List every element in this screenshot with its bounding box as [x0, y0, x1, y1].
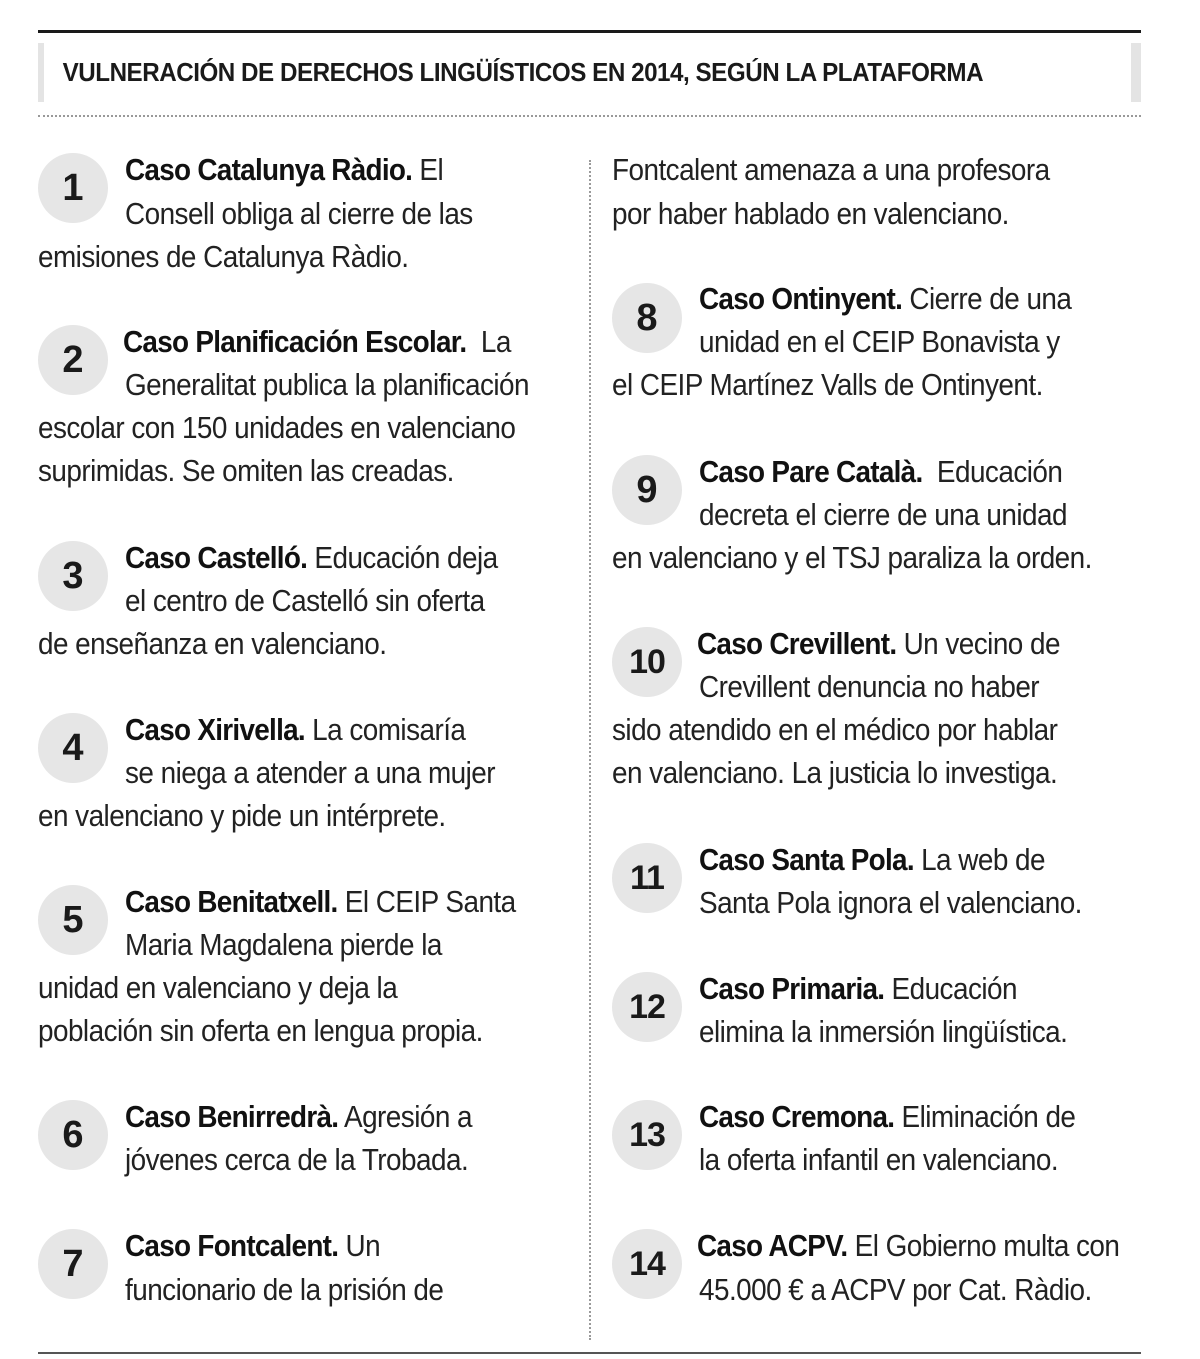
case-text: El Gobierno multa con: [854, 1228, 1120, 1263]
case-text: Un vecino de: [903, 626, 1060, 661]
case-text: Agresión a: [344, 1099, 473, 1134]
case-text: elimina la inmersión lingüística.: [699, 1014, 1068, 1049]
case-number-badge: 12: [612, 972, 682, 1042]
case-text: en valenciano. La justicia lo investiga.: [612, 755, 1058, 790]
case-text: por haber hablado en valenciano.: [612, 196, 1009, 231]
case-text: El CEIP Santa: [344, 884, 516, 919]
case-text: en valenciano y el TSJ paraliza la orden.: [612, 540, 1092, 575]
case-text: unidad en valenciano y deja la: [38, 970, 398, 1005]
case-title: Caso Planificación Escolar.: [123, 324, 467, 359]
case-number-badge: 13: [612, 1100, 682, 1170]
case-number-badge: 8: [612, 283, 682, 353]
case-number-badge: 4: [38, 713, 108, 783]
case-title: Caso Ontinyent.: [699, 281, 903, 316]
case-text: el centro de Castelló sin oferta: [125, 583, 485, 618]
case-text: Un: [345, 1228, 381, 1263]
case-title: Caso Primaria.: [699, 971, 885, 1006]
case-title: Caso Xirivella.: [125, 712, 305, 747]
case-title: Caso Benirredrà.: [125, 1099, 339, 1134]
case-title: Caso Cremona.: [699, 1099, 895, 1134]
case-number-badge: 7: [38, 1229, 108, 1299]
case-text: Generalitat publica la planificación: [125, 367, 529, 402]
case-line: [123, 322, 511, 362]
case-text: Educación: [936, 454, 1063, 489]
case-number-badge: 9: [612, 455, 682, 525]
case-text: unidad en el CEIP Bonavista y: [699, 324, 1060, 359]
case-title: Caso ACPV.: [697, 1228, 848, 1263]
case-text: Educación: [891, 971, 1017, 1006]
case-title: Caso Santa Pola.: [699, 842, 914, 877]
case-line: [125, 1226, 380, 1266]
case-text: decreta el cierre de una unidad: [699, 497, 1067, 532]
case-number-badge: 11: [612, 843, 682, 913]
case-text: Eliminación de: [901, 1099, 1076, 1134]
case-text: la oferta infantil en valenciano.: [699, 1142, 1059, 1177]
page-title: VULNERACIÓN DE DERECHOS LINGÜÍSTICOS EN 2014, SEGÚN LA PLATAFORMA: [62, 57, 984, 87]
case-text: se niega a atender a una mujer: [125, 755, 496, 790]
case-line: [697, 624, 1060, 664]
case-text: funcionario de la prisión de: [125, 1272, 444, 1307]
case-text: población sin oferta en lengua propia.: [38, 1013, 483, 1048]
dotted-divider: [38, 115, 1141, 117]
case-text: Educación deja: [314, 540, 498, 575]
case-text: sido atendido en el médico por hablar: [612, 712, 1058, 747]
case-number-badge: 2: [38, 325, 108, 395]
case-line: [125, 150, 443, 190]
case-line: [697, 1226, 1119, 1266]
case-line: [125, 710, 465, 750]
case-text: el CEIP Martínez Valls de Ontinyent.: [612, 367, 1043, 402]
case-line: [699, 1097, 1075, 1137]
case-line: [125, 538, 498, 578]
case-number-badge: 10: [612, 627, 682, 697]
case-text: Santa Pola ignora el valenciano.: [699, 885, 1082, 920]
case-text: escolar con 150 unidades en valenciano: [38, 410, 516, 445]
case-text: La web de: [921, 842, 1045, 877]
case-text: El: [419, 152, 444, 187]
bottom-rule: [38, 1352, 1141, 1354]
case-line: [699, 969, 1017, 1009]
case-text: Fontcalent amenaza a una profesora: [612, 152, 1050, 187]
case-number-badge: 14: [612, 1229, 682, 1299]
case-line: [125, 882, 516, 922]
case-text: en valenciano y pide un intérprete.: [38, 798, 446, 833]
case-title: Caso Catalunya Ràdio.: [125, 152, 413, 187]
case-line: [699, 452, 1062, 492]
case-text: Cierre de una: [909, 281, 1072, 316]
case-text: Consell obliga al cierre de las: [125, 196, 473, 231]
case-text: Maria Magdalena pierde la: [125, 927, 442, 962]
case-text: 45.000 € a ACPV por Cat. Ràdio.: [699, 1272, 1092, 1307]
case-number-badge: 6: [38, 1100, 108, 1170]
case-number-badge: 3: [38, 541, 108, 611]
case-number-badge: 5: [38, 885, 108, 955]
case-text: La: [480, 324, 511, 359]
column-divider: [589, 160, 591, 1340]
case-title: Caso Benitatxell.: [125, 884, 338, 919]
header-inner: [44, 43, 1131, 102]
case-number-badge: 1: [38, 153, 108, 223]
case-text: jóvenes cerca de la Trobada.: [125, 1142, 469, 1177]
case-title: Caso Pare Català.: [699, 454, 923, 489]
case-text: de enseñanza en valenciano.: [38, 626, 387, 661]
case-title: Caso Castelló.: [125, 540, 308, 575]
case-text: Crevillent denuncia no haber: [699, 669, 1040, 704]
case-text: suprimidas. Se omiten las creadas.: [38, 453, 454, 488]
case-line: [125, 1097, 472, 1137]
case-title: Caso Fontcalent.: [125, 1228, 339, 1263]
top-rule: [38, 30, 1141, 33]
case-text: emisiones de Catalunya Ràdio.: [38, 239, 409, 274]
case-line: [699, 840, 1045, 880]
case-text: La comisaría: [312, 712, 466, 747]
header-band: [38, 43, 1141, 102]
case-line: [699, 279, 1071, 319]
case-title: Caso Crevillent.: [697, 626, 897, 661]
